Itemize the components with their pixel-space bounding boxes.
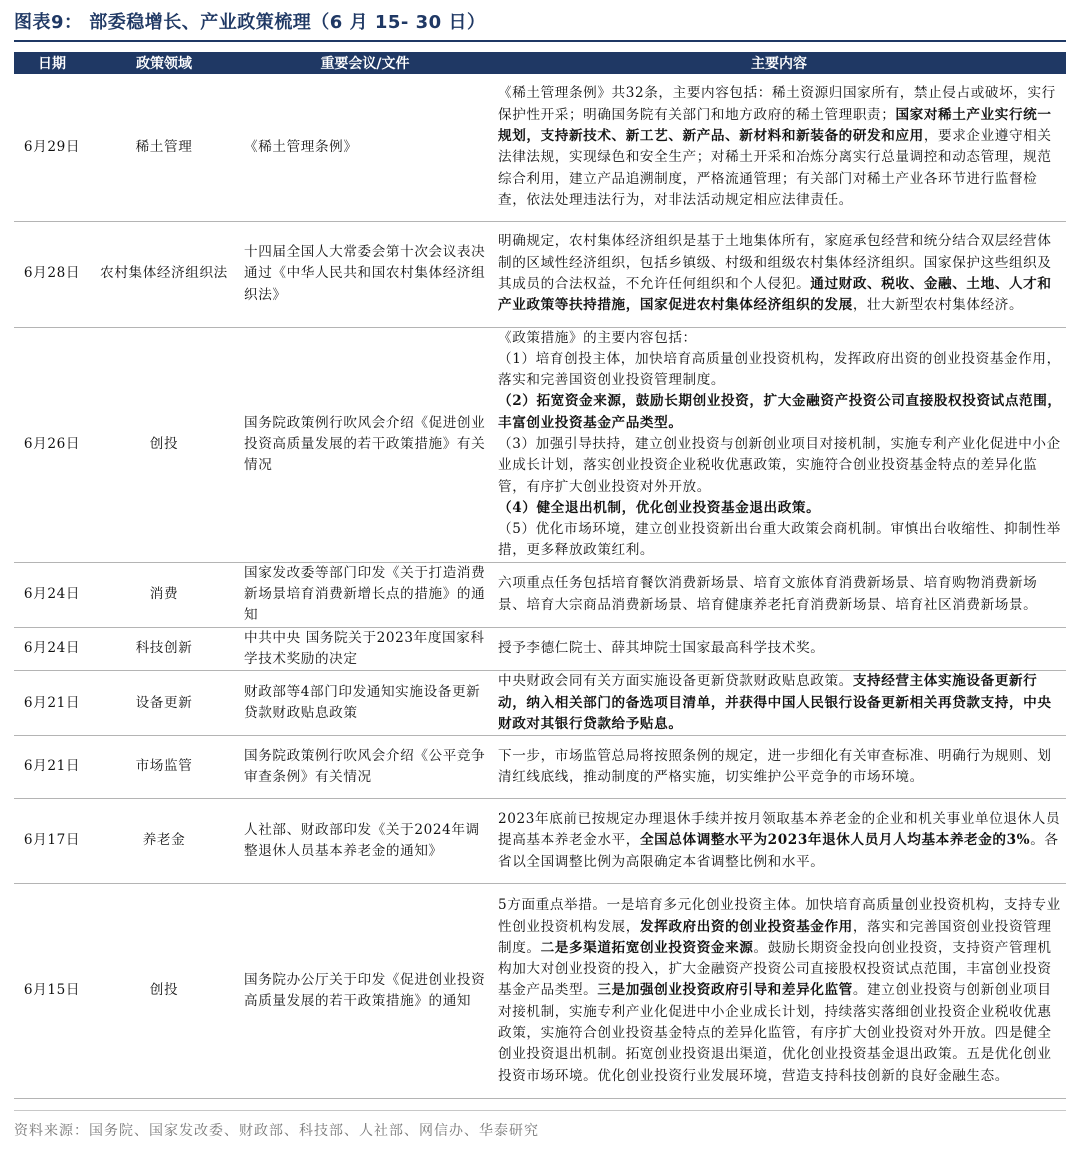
cell-content [492,221,1066,327]
cell-content [492,327,1066,562]
table-row [14,627,1066,671]
cell-area: 稀土管理 [90,74,238,221]
table-row [14,327,1066,562]
content-text: ，落实和完善国资创业投资管理制度。 [498,918,1052,956]
content-text: （1）培育创投主体，加快培育高质量创业投资机构，发挥政府出资的创业投资基金作用，落实和完善国资创业投资管理制度。 [498,350,1061,389]
cell-date: 6月17日 [14,799,90,884]
content-highlight: 国家对稀土产业实行统一规划，支持新技术、新工艺、新产品、新材料和新装备的研发和应用 [498,106,1052,144]
cell-document: 中共中央 国务院关于2023年度国家科学技术奖励的决定 [238,627,492,671]
cell-date: 6月26日 [14,327,90,562]
cell-area: 科技创新 [90,627,238,671]
content-highlight: 全国总体调整水平为2023年退休人员月人均基本养老金的3% [639,832,1031,849]
table-row [14,671,1066,736]
content-highlight: 二是多渠道拓宽创业投资资金来源 [540,939,754,956]
cell-area: 市场监管 [90,736,238,799]
cell-date: 6月24日 [14,562,90,627]
table-row [14,736,1066,799]
table-row [14,562,1066,627]
content-text: 。各省以全国调整比例为高限确定本省调整比例和水平。 [498,832,1059,870]
cell-content [492,627,1066,671]
table-row [14,221,1066,327]
title-divider [14,40,1066,42]
cell-area: 农村集体经济组织法 [90,221,238,327]
source-divider [14,1110,1066,1111]
table-body [14,74,1066,1099]
content-highlight: 三是加强创业投资政府引导和差异化监管 [597,982,853,999]
cell-area: 养老金 [90,799,238,884]
cell-document: 国务院政策例行吹风会介绍《促进创业投资高质量发展的若干政策措施》有关情况 [238,327,492,562]
content-text: 授予李德仁院士、薛其坤院士国家最高科学技术奖。 [498,640,825,657]
policy-table [14,52,1066,1099]
header-doc: 重要会议/文件 [238,52,492,74]
content-text: 六项重点任务包括培育餐饮消费新场景、培育文旅体育消费新场景、培育购物消费新场景、培育大宗商品消费新场景、培育健康养老托育消费新场景、培育社区消费新场景。 [498,575,1038,613]
content-highlight: （4）健全退出机制，优化创业投资基金退出政策。 [498,499,821,516]
cell-content [492,799,1066,884]
cell-document: 十四届全国人大常委会第十次会议表决通过《中华人民共和国农村集体经济组织法》 [238,221,492,327]
cell-date: 6月15日 [14,884,90,1099]
content-text: 。鼓励长期资金投向创业投资，支持资产管理机构加大对创业投资的投入，扩大金融资产投资公司直接股权投资试点范围，丰富创业投资基金产品类型。 [498,939,1052,999]
cell-document: 《稀土管理条例》 [238,74,492,221]
table-header-row [14,52,1066,74]
content-text: （3）加强引导扶持，建立创业投资与创新创业项目对接机制，实施专利产业化促进中小企业成长计划，落实创业投资企业税收优惠政策，实施符合创业投资基金特点的差异化监管，有序扩大创业投资对外开放。 [498,435,1061,495]
cell-document: 财政部等4部门印发通知实施设备更新贷款财政贴息政策 [238,671,492,736]
cell-content [492,671,1066,736]
cell-area: 创投 [90,327,238,562]
cell-area: 消费 [90,562,238,627]
cell-date: 6月21日 [14,671,90,736]
content-text: 中央财政会同有关方面实施设备更新贷款财政贴息政策。 [498,673,853,690]
cell-area: 创投 [90,884,238,1099]
content-text: 明确规定，农村集体经济组织是基于土地集体所有，家庭承包经营和统分结合双层经营体制的区域性经济组织，包括乡镇级、村级和组级农村集体经济组织。国家保护这些组织及其成员的合法权益，不允许任何组织和个人侵犯。 [498,233,1052,292]
header-date: 日期 [14,52,90,74]
cell-document: 国务院办公厅关于印发《促进创业投资高质量发展的若干政策措施》的通知 [238,884,492,1099]
content-text: 《稀土管理条例》共32条，主要内容包括：稀土资源归国家所有，禁止侵占或破坏，实行保护性开采；明确国务院有关部门和地方政府的稀土管理职责； [498,85,1056,123]
cell-document: 国家发改委等部门印发《关于打造消费新场景培育消费新增长点的措施》的通知 [238,562,492,627]
table-row [14,74,1066,221]
cell-date: 6月29日 [14,74,90,221]
cell-document: 国务院政策例行吹风会介绍《公平竞争审查条例》有关情况 [238,736,492,799]
content-text: 下一步，市场监管总局将按照条例的规定，进一步细化有关审查标准、明确行为规则、划清红线底线，推动制度的严格实施，切实维护公平竞争的市场环境。 [498,747,1052,786]
content-highlight: 发挥政府出资的创业投资基金作用 [639,918,853,935]
cell-date: 6月28日 [14,221,90,327]
cell-area: 设备更新 [90,671,238,736]
content-text: （5）优化市场环境，建立创业投资新出台重大政策会商机制。审慎出台收缩性、抑制性举措，更多释放政策红利。 [498,521,1061,559]
cell-content [492,74,1066,221]
content-text: 2023年底前已按规定办理退休手续并按月领取基本养老金的企业和机关事业单位退休人员提高基本养老金水平， [498,811,1061,849]
table-row [14,799,1066,884]
content-text: ，壮大新型农村集体经济。 [852,297,1024,314]
header-content: 主要内容 [492,52,1066,74]
cell-date: 6月21日 [14,736,90,799]
cell-content [492,736,1066,799]
content-text: ，要求企业遵守相关法律法规，实现绿色和安全生产；对稀土开采和冶炼分离实行总量调控和动态管理，规范综合利用，建立产品追溯制度，严格流通管理；有关部门对稀土产业各环节进行监督检查，依法处理违法行为，对非法活动规定相应法律责任。 [498,127,1052,208]
cell-date: 6月24日 [14,627,90,671]
table-row [14,884,1066,1099]
content-highlight: （2）拓宽资金来源，鼓励长期创业投资，扩大金融资产投资公司直接股权投资试点范围，丰富创业投资基金产品类型。 [498,393,1062,431]
content-highlight: 通过财政、税收、金融、土地、人才和产业政策等扶持措施，国家促进农村集体经济组织的发展 [498,276,1052,314]
cell-content [492,562,1066,627]
cell-document: 人社部、财政部印发《关于2024年调整退休人员基本养老金的通知》 [238,799,492,884]
header-area: 政策领域 [90,52,238,74]
figure-title: 图表9： 部委稳增长、产业政策梳理（6 月 15- 30 日） [14,12,486,33]
content-text: 《政策措施》的主要内容包括： [498,329,697,346]
content-text: 。建立创业投资与创新创业项目对接机制，实施专利产业化促进中小企业成长计划，持续落实落细创业投资企业税收优惠政策，实施符合创业投资基金特点的差异化监管，有序扩大创业投资对外开放。四是健全创业投资退出机制。拓宽创业投资退出渠道，优化创业投资基金退出政策。五是优化创业投资市场环境。优化创业投资行业发展环境，营造支持科技创新的良好金融生态。 [498,982,1052,1084]
source-note: 资料来源：国务院、国家发改委、财政部、科技部、人社部、网信办、华泰研究 [14,1123,539,1139]
cell-content [492,884,1066,1099]
content-highlight: 支持经营主体实施设备更新行动，纳入相关部门的备选项目清单，并获得中国人民银行设备更新相关再贷款支持，中央财政对其银行贷款给予贴息。 [498,673,1052,732]
content-text: 5方面重点举措。一是培育多元化创业投资主体。加快培育高质量创业投资机构，支持专业性创业投资机构发展， [498,897,1061,935]
